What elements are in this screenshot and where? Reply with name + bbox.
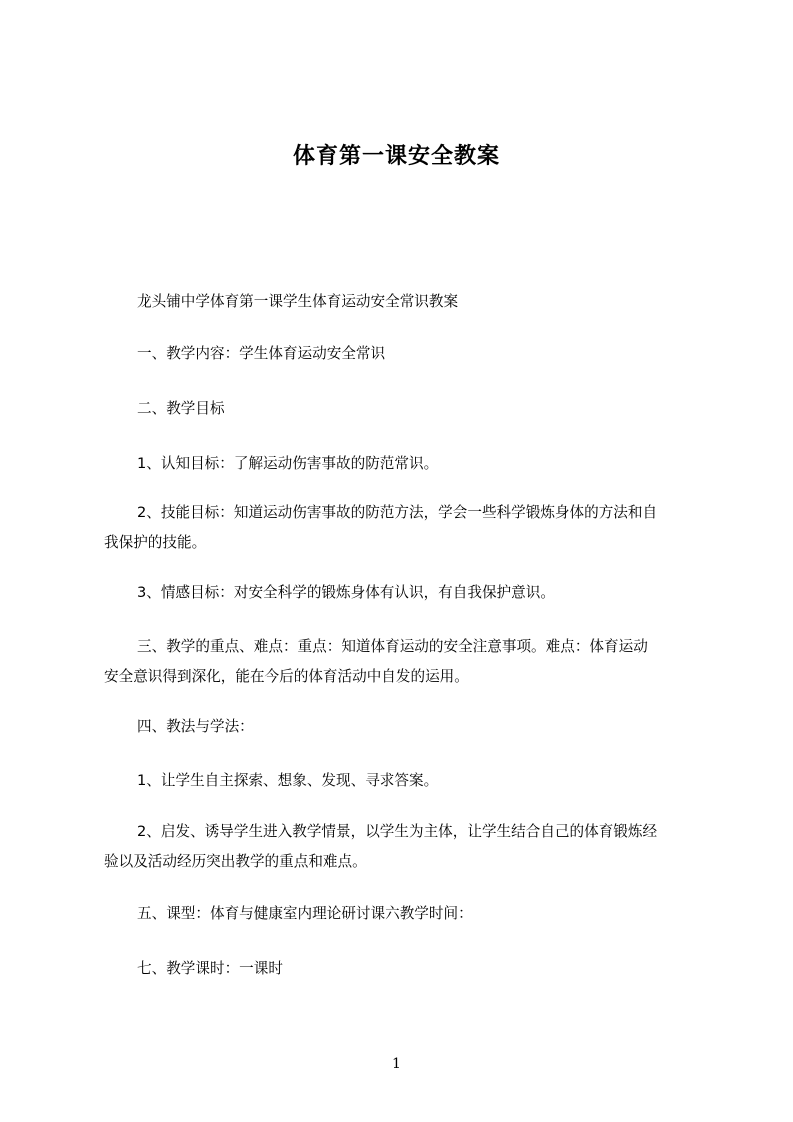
paragraph-emotional-goal: 3、情感目标：对安全科学的锻炼身体有认识，有自我保护意识。 [137,584,555,601]
paragraph-lesson-type: 五、课型：体育与健康室内理论研讨课六教学时间： [137,905,473,922]
paragraph-method-2 [104,817,714,877]
paragraph-line: 安全意识得到深化，能在今后的体育活动中自发的运用。 [104,668,469,685]
paragraph-line: 2、启发、诱导学生进入教学情景，以学生为主体，让学生结合自己的体育锻炼经 [137,823,658,840]
paragraph-line: 验以及活动经历突出教学的重点和难点。 [104,853,367,870]
paragraph-skill-goal [104,498,714,558]
paragraph-cognitive-goal: 1、认知目标：了解运动伤害事故的防范常识。 [137,455,439,472]
paragraph-lesson-hours: 七、教学课时：一课时 [137,960,283,977]
paragraph-teaching-goals-heading: 二、教学目标 [137,400,225,417]
paragraph-method-1: 1、让学生自主探索、想象、发现、寻求答案。 [137,772,439,789]
paragraph-school-lesson-title: 龙头铺中学体育第一课学生体育运动安全常识教案 [137,293,459,310]
document-title: 体育第一课安全教案 [292,144,500,169]
paragraph-line: 三、教学的重点、难点：重点：知道体育运动的安全注意事项。难点：体育运动 [137,638,648,655]
page-number: 1 [392,1056,401,1072]
paragraph-line: 我保护的技能。 [104,534,207,551]
paragraph-teaching-content: 一、教学内容：学生体育运动安全常识 [137,345,386,362]
paragraph-key-points [104,632,714,692]
paragraph-methods-heading: 四、教法与学法： [137,718,254,735]
paragraph-line: 2、技能目标：知道运动伤害事故的防范方法，学会一些科学锻炼身体的方法和自 [137,504,658,521]
